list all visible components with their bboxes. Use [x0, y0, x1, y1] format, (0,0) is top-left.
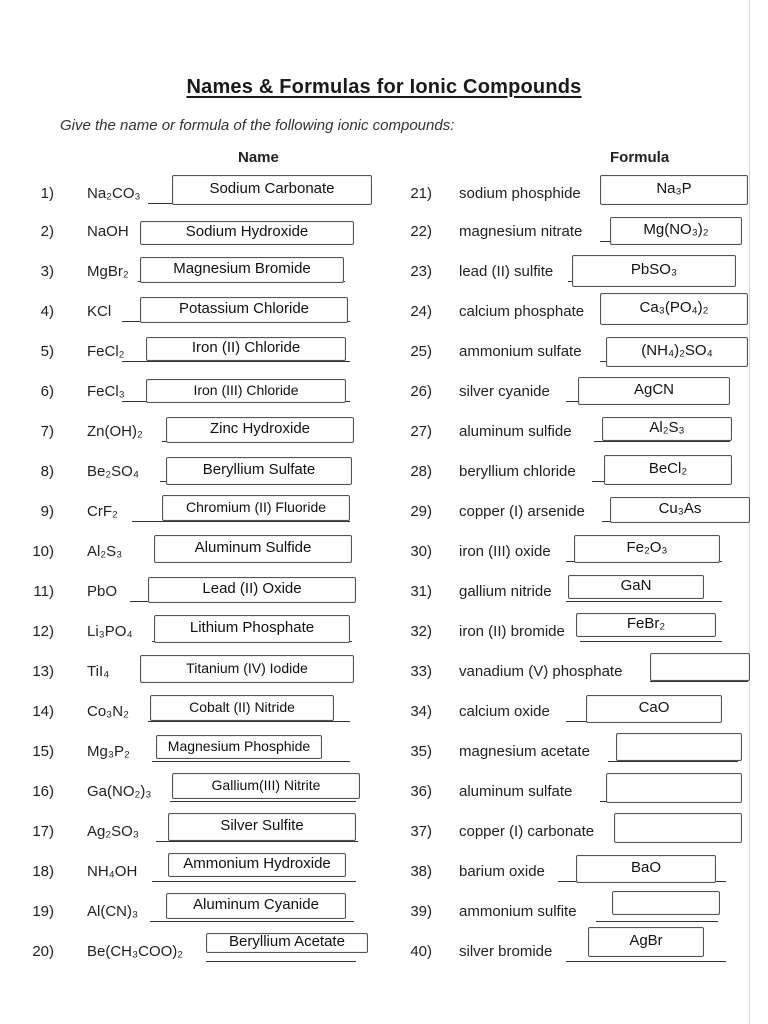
name-column-header: Name	[238, 149, 279, 166]
formula-prompt: Be(CH₃COO)₂	[87, 943, 184, 960]
name-answer-box[interactable]: Sodium Carbonate	[172, 175, 372, 205]
question-row	[0, 613, 768, 653]
question-number: 6)	[40, 383, 54, 400]
question-number: 13)	[32, 663, 54, 680]
name-prompt: ammonium sulfite	[459, 903, 577, 920]
answer-line	[580, 641, 722, 642]
question-number: 25)	[410, 343, 432, 360]
question-row	[0, 733, 768, 773]
formula-answer-box[interactable]: CaO	[586, 695, 722, 723]
question-number: 30)	[410, 543, 432, 560]
question-row	[0, 693, 768, 733]
question-number: 4)	[40, 303, 54, 320]
question-number: 29)	[410, 503, 432, 520]
question-number: 31)	[410, 583, 432, 600]
formula-prompt: Co₃N₂	[87, 703, 129, 720]
formula-prompt: Zn(OH)₂	[87, 423, 143, 440]
question-number: 2)	[40, 223, 54, 240]
name-answer-box[interactable]: Potassium Chloride	[140, 297, 348, 323]
name-prompt: iron (II) bromide	[459, 623, 565, 640]
question-number: 40)	[410, 943, 432, 960]
question-number: 14)	[32, 703, 54, 720]
name-prompt: sodium phosphide	[459, 185, 581, 202]
name-answer-box[interactable]: Aluminum Sulfide	[154, 535, 352, 563]
question-number: 35)	[410, 743, 432, 760]
question-number: 19)	[32, 903, 54, 920]
name-prompt: beryllium chloride	[459, 463, 576, 480]
formula-answer-box[interactable]: BaO	[576, 855, 716, 883]
question-row	[0, 453, 768, 493]
question-number: 33)	[410, 663, 432, 680]
question-number: 10)	[32, 543, 54, 560]
question-row	[0, 853, 768, 893]
formula-answer-box[interactable]: BeCl₂	[604, 455, 732, 485]
question-row	[0, 373, 768, 413]
formula-prompt: KCl	[87, 303, 112, 320]
question-number: 23)	[410, 263, 432, 280]
question-row	[0, 213, 768, 253]
question-number: 16)	[32, 783, 54, 800]
formula-prompt: Ga(NO₂)₃	[87, 783, 152, 800]
name-prompt: aluminum sulfide	[459, 423, 572, 440]
name-prompt: ammonium sulfate	[459, 343, 582, 360]
question-row	[0, 293, 768, 333]
name-answer-box[interactable]: Lithium Phosphate	[154, 615, 350, 643]
question-number: 28)	[410, 463, 432, 480]
question-number: 15)	[32, 743, 54, 760]
name-prompt: iron (III) oxide	[459, 543, 551, 560]
answer-line	[566, 961, 726, 962]
question-row	[0, 253, 768, 293]
question-row	[0, 413, 768, 453]
formula-prompt: Ag₂SO₃	[87, 823, 139, 840]
name-answer-box[interactable]: Aluminum Cyanide	[166, 893, 346, 919]
question-row	[0, 653, 768, 693]
worksheet-title: Names & Formulas for Ionic Compounds	[186, 76, 582, 98]
name-answer-box[interactable]: Iron (II) Chloride	[146, 337, 346, 361]
instructions: Give the name or formula of the following ionic compounds:	[60, 117, 455, 134]
question-number: 11)	[33, 583, 54, 600]
formula-answer-box[interactable]: Na₃P	[600, 175, 748, 205]
formula-answer-box[interactable]: Cu₃As	[610, 497, 750, 523]
question-number: 37)	[410, 823, 432, 840]
formula-answer-box[interactable]: Fe₂O₃	[574, 535, 720, 563]
question-number: 34)	[410, 703, 432, 720]
name-prompt: silver bromide	[459, 943, 553, 960]
formula-answer-box[interactable]: Al₂S₃	[602, 417, 732, 441]
question-number: 38)	[410, 863, 432, 880]
question-number: 8)	[40, 463, 54, 480]
question-number: 7)	[40, 423, 54, 440]
formula-answer-box[interactable]	[650, 653, 750, 681]
question-row	[0, 533, 768, 573]
formula-prompt: CrF₂	[87, 503, 118, 520]
name-answer-box[interactable]: Sodium Hydroxide	[140, 221, 354, 245]
formula-prompt: FeCl₂	[87, 343, 125, 360]
question-number: 9)	[40, 503, 54, 520]
name-answer-box[interactable]: Chromium (II) Fluoride	[162, 495, 350, 521]
formula-answer-box[interactable]: GaN	[568, 575, 704, 599]
name-prompt: vanadium (V) phosphate	[459, 663, 623, 680]
formula-prompt: Na₂CO₃	[87, 185, 141, 202]
formula-answer-box[interactable]: AgCN	[578, 377, 730, 405]
formula-answer-box[interactable]: Ca₃(PO₄)₂	[600, 293, 748, 325]
question-number: 24)	[410, 303, 432, 320]
question-number: 12)	[32, 623, 54, 640]
formula-answer-box[interactable]: (NH₄)₂SO₄	[606, 337, 748, 367]
question-number: 20)	[32, 943, 54, 960]
formula-prompt: NH₄OH	[87, 863, 138, 880]
name-prompt: lead (II) sulfite	[459, 263, 554, 280]
name-answer-box[interactable]: Lead (II) Oxide	[148, 577, 356, 603]
name-prompt: magnesium acetate	[459, 743, 590, 760]
question-number: 18)	[32, 863, 54, 880]
answer-line	[650, 681, 748, 682]
question-row	[0, 333, 768, 373]
question-number: 36)	[410, 783, 432, 800]
name-answer-box[interactable]: Silver Sulfite	[168, 813, 356, 841]
formula-prompt: Al₂S₃	[87, 543, 123, 560]
formula-column-header: Formula	[610, 149, 670, 166]
answer-line	[608, 761, 738, 762]
name-answer-box[interactable]: Titanium (IV) Iodide	[140, 655, 354, 683]
answer-line	[566, 601, 722, 602]
formula-answer-box[interactable]: FeBr₂	[576, 613, 716, 637]
formula-answer-box[interactable]: PbSO₃	[572, 255, 736, 287]
question-row	[0, 813, 768, 853]
name-prompt: barium oxide	[459, 863, 545, 880]
name-prompt: copper (I) arsenide	[459, 503, 585, 520]
question-row	[0, 933, 768, 973]
name-prompt: magnesium nitrate	[459, 223, 583, 240]
question-row	[0, 175, 768, 215]
question-row	[0, 493, 768, 533]
question-number: 32)	[410, 623, 432, 640]
question-number: 1)	[40, 185, 54, 202]
name-answer-box[interactable]: Iron (III) Chloride	[146, 379, 346, 403]
formula-prompt: Li₃PO₄	[87, 623, 133, 640]
formula-answer-box[interactable]: Mg(NO₃)₂	[610, 217, 742, 245]
question-number: 39)	[410, 903, 432, 920]
name-answer-box[interactable]: Magnesium Phosphide	[156, 735, 322, 759]
formula-prompt: FeCl₃	[87, 383, 125, 400]
name-prompt: aluminum sulfate	[459, 783, 573, 800]
name-prompt: gallium nitride	[459, 583, 552, 600]
question-row	[0, 573, 768, 613]
name-answer-box[interactable]: Ammonium Hydroxide	[168, 853, 346, 877]
name-prompt: calcium oxide	[459, 703, 550, 720]
question-number: 5)	[40, 343, 54, 360]
name-answer-box[interactable]: Beryllium Sulfate	[166, 457, 352, 485]
formula-prompt: NaOH	[87, 223, 129, 240]
name-answer-box[interactable]: Beryllium Acetate	[206, 933, 368, 953]
name-answer-box[interactable]: Zinc Hydroxide	[166, 417, 354, 443]
name-prompt: silver cyanide	[459, 383, 550, 400]
name-prompt: copper (I) carbonate	[459, 823, 595, 840]
question-number: 3)	[40, 263, 54, 280]
question-number: 17)	[32, 823, 54, 840]
name-answer-box[interactable]: Magnesium Bromide	[140, 257, 344, 283]
formula-prompt: PbO	[87, 583, 118, 600]
question-number: 26)	[410, 383, 432, 400]
formula-answer-box[interactable]	[612, 891, 720, 915]
answer-line	[596, 921, 718, 922]
formula-prompt: MgBr₂	[87, 263, 129, 280]
question-row	[0, 773, 768, 813]
formula-prompt: Al(CN)₃	[87, 903, 139, 920]
formula-answer-box[interactable]	[616, 733, 742, 761]
formula-prompt: Be₂SO₄	[87, 463, 139, 480]
formula-prompt: Mg₃P₂	[87, 743, 130, 760]
question-number: 27)	[410, 423, 432, 440]
formula-prompt: TiI₄	[87, 663, 110, 680]
question-number: 22)	[410, 223, 432, 240]
name-answer-box[interactable]: Cobalt (II) Nitride	[150, 695, 334, 721]
worksheet-title-wrap	[0, 76, 768, 99]
name-answer-box[interactable]: Gallium(III) Nitrite	[172, 773, 360, 799]
formula-answer-box[interactable]	[606, 773, 742, 803]
question-number: 21)	[410, 185, 432, 202]
formula-answer-box[interactable]: AgBr	[588, 927, 704, 957]
formula-answer-box[interactable]	[614, 813, 742, 843]
name-prompt: calcium phosphate	[459, 303, 585, 320]
answer-line	[594, 441, 730, 442]
